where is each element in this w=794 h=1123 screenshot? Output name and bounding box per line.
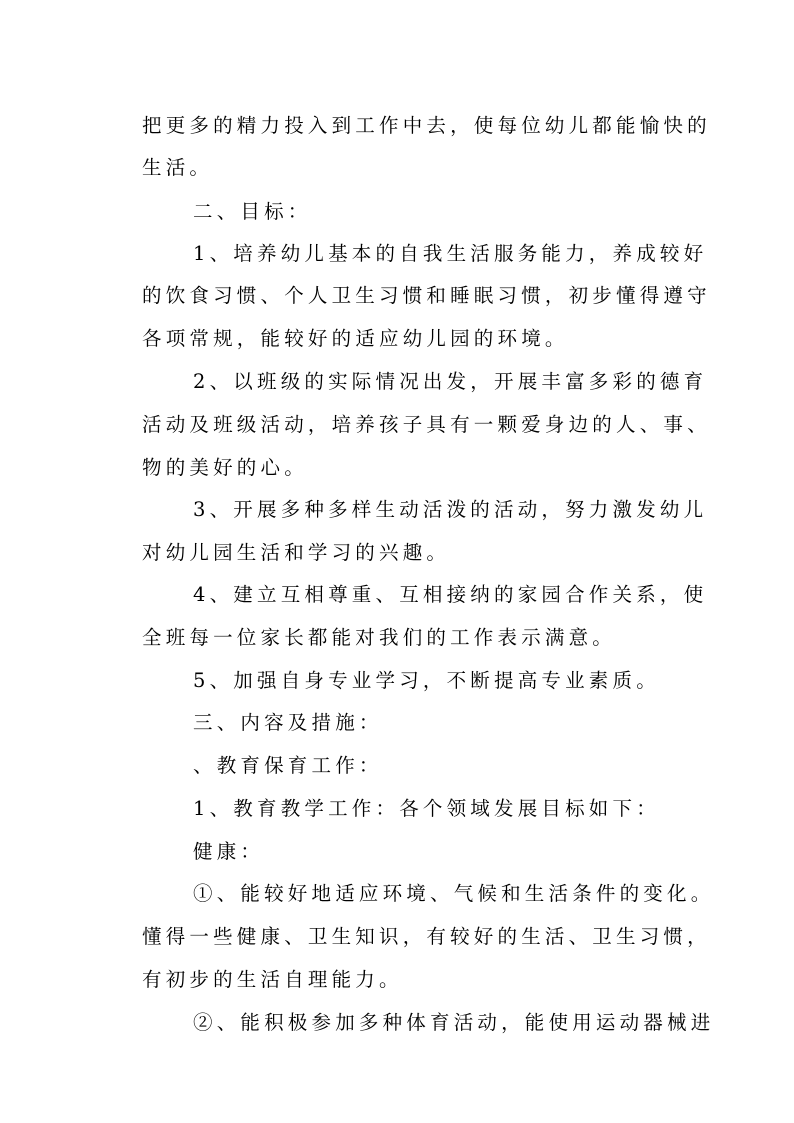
goal-4-line-2: 全班每一位家长都能对我们的工作表示满意。 xyxy=(142,626,617,649)
section-heading-content: 三、内容及措施： xyxy=(193,711,383,734)
goal-1-line-2: 的饮食习惯、个人卫生习惯和睡眠习惯，初步懂得遵守 xyxy=(142,284,711,307)
health-point-1-line-1: ①、能较好地适应环境、气候和生活条件的变化。 xyxy=(193,882,715,905)
goal-3-line-2: 对幼儿园生活和学习的兴趣。 xyxy=(142,541,451,564)
health-point-1-line-2: 懂得一些健康、卫生知识，有较好的生活、卫生习惯， xyxy=(142,925,711,948)
goal-3-line-1: 3、开展多种多样生动活泼的活动，努力激发幼儿 xyxy=(193,498,708,521)
text-line-2: 生活。 xyxy=(142,156,214,179)
goal-1-line-3: 各项常规，能较好的适应幼儿园的环境。 xyxy=(142,327,569,350)
text-line-1: 把更多的精力投入到工作中去，使每位幼儿都能愉快的 xyxy=(142,114,711,137)
item-1-heading: 1、教育教学工作：各个领域发展目标如下： xyxy=(193,797,660,820)
goal-4-line-1: 4、建立互相尊重、互相接纳的家园合作关系，使 xyxy=(193,583,708,606)
section-heading-goals: 二、目标： xyxy=(193,200,312,223)
health-point-2-line-1: ②、能积极参加多种体育活动，能使用运动器械进 xyxy=(193,1011,715,1034)
health-point-1-line-3: 有初步的生活自理能力。 xyxy=(142,968,403,991)
goal-2-line-1: 2、以班级的实际情况出发，开展丰富多彩的德育 xyxy=(193,370,708,393)
goal-2-line-3: 物的美好的心。 xyxy=(142,456,308,479)
goal-2-line-2: 活动及班级活动，培养孩子具有一颗爱身边的人、事、 xyxy=(142,413,711,436)
goal-1-line-1: 1、培养幼儿基本的自我生活服务能力，养成较好 xyxy=(193,242,708,265)
subsection-heading-education: 、教育保育工作： xyxy=(193,754,383,777)
goal-5-line-1: 5、加强自身专业学习，不断提高专业素质。 xyxy=(193,669,660,692)
domain-heading-health: 健康： xyxy=(193,840,265,863)
